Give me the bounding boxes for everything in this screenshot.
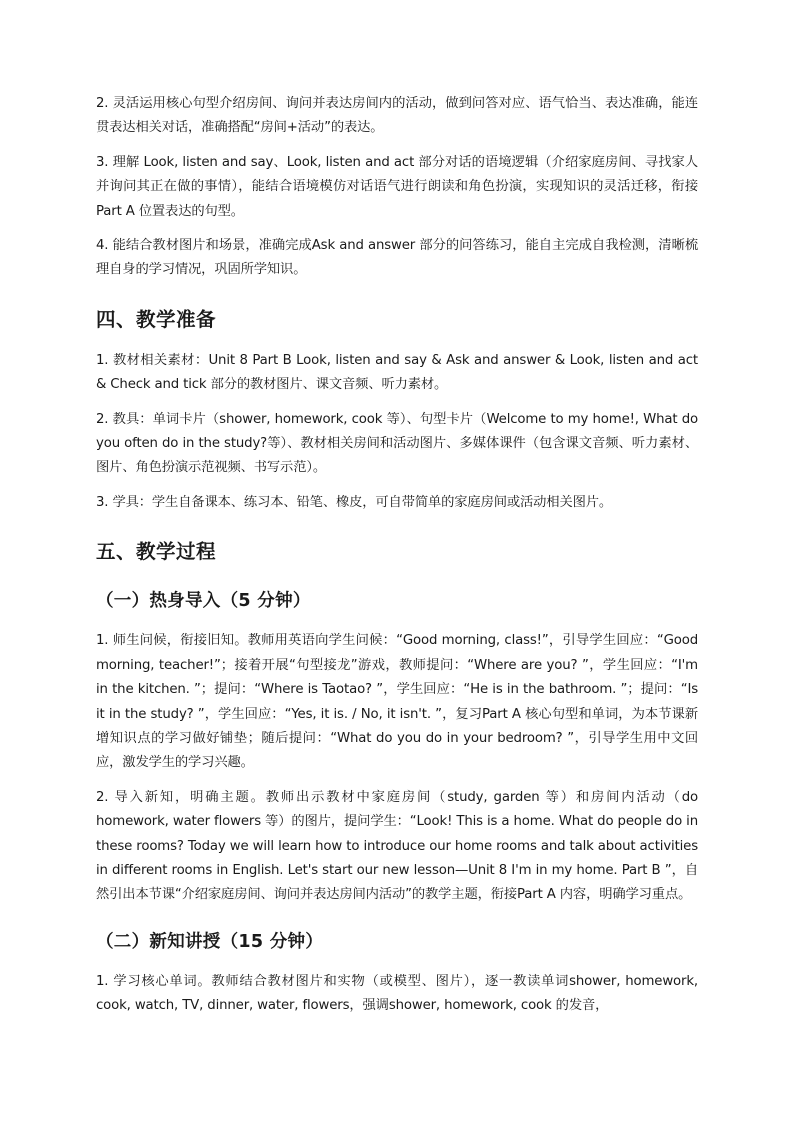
objective-2: 2. 灵活运用核心句型介绍房间、询问并表达房间内的活动，做到问答对应、语气恰当、表达准确，能连贯表达相关对话，准确搭配“房间+活动”的表达。 bbox=[96, 96, 698, 136]
new-knowledge-item-1: 1. 学习核心单词。教师结合教材图片和实物（或模型、图片），逐一教读单词shower, homework, cook, watch, TV, dinner, water, flowers，强调shower, homework, cook 的发音， bbox=[96, 973, 698, 1014]
objective-3: 3. 理解 Look, listen and say、Look, listen and act 部分对话的语境逻辑（介绍家庭房间、寻找家人并询问其正在做的事情），能结合语境模仿对话语气进行朗读和角色扮演，实现知识的灵活迁移，衔接Part A 位置表达的句型。 bbox=[96, 154, 698, 219]
document-body bbox=[96, 92, 698, 1029]
section-heading-preparation: 四、教学准备 bbox=[96, 307, 217, 331]
warmup-item-2: 2. 导入新知，明确主题。教师出示教材中家庭房间（study, garden 等）和房间内活动（do homework, water flowers 等）的图片，提问学生：“Look! This is a home. What do people do in these rooms? Today we will learn how to introduce our home rooms and talk about activities in different rooms in English. Let's start our new lesson—Unit 8 I'm in my home. Part B ”，自然引出本节课“介绍家庭房间、询问并表达房间内活动”的教学主题，衔接Part A 内容，明确学习重点。 bbox=[96, 789, 698, 903]
subsection-heading-new-knowledge: （二）新知讲授（15 分钟） bbox=[96, 931, 324, 952]
preparation-item-3: 3. 学具：学生自备课本、练习本、铅笔、橡皮，可自带简单的家庭房间或活动相关图片。 bbox=[96, 494, 613, 510]
warmup-item-1: 1. 师生问候，衔接旧知。教师用英语向学生问候：“Good morning, class!”，引导学生回应：“Good morning, teacher!”；接着开展“句型接龙”游戏，教师提问：“Where are you? ”，学生回应：“I'm in the kitchen. ”；提问：“Where is Taotao? ”，学生回应：“He is in the bathroom. ”；提问：“Is it in the study? ”，学生回应：“Yes, it is. / No, it isn't. ”，复习Part A 核心句型和单词，为本节课新增知识点的学习做好铺垫；随后提问：“What do you do in your bedroom? ”，引导学生用中文回应，激发学生的学习兴趣。 bbox=[96, 633, 698, 771]
preparation-item-1: 1. 教材相关素材：Unit 8 Part B Look, listen and say & Ask and answer & Look, listen and act & Check and tick 部分的教材图片、课文音频、听力素材。 bbox=[96, 352, 698, 393]
objective-4: 4. 能结合教材图片和场景，准确完成Ask and answer 部分的问答练习，能自主完成自我检测，清晰梳理自身的学习情况，巩固所学知识。 bbox=[96, 238, 698, 278]
preparation-item-2: 2. 教具：单词卡片（shower, homework, cook 等）、句型卡片（Welcome to my home!, What do you often do in the study?等）、教材相关房间和活动图片、多媒体课件（包含课文音频、听力素材、图片、角色扮演示范视频、书写示范）。 bbox=[96, 411, 698, 476]
section-heading-process: 五、教学过程 bbox=[96, 540, 217, 564]
subsection-heading-warmup: （一）热身导入（5 分钟） bbox=[96, 591, 311, 612]
